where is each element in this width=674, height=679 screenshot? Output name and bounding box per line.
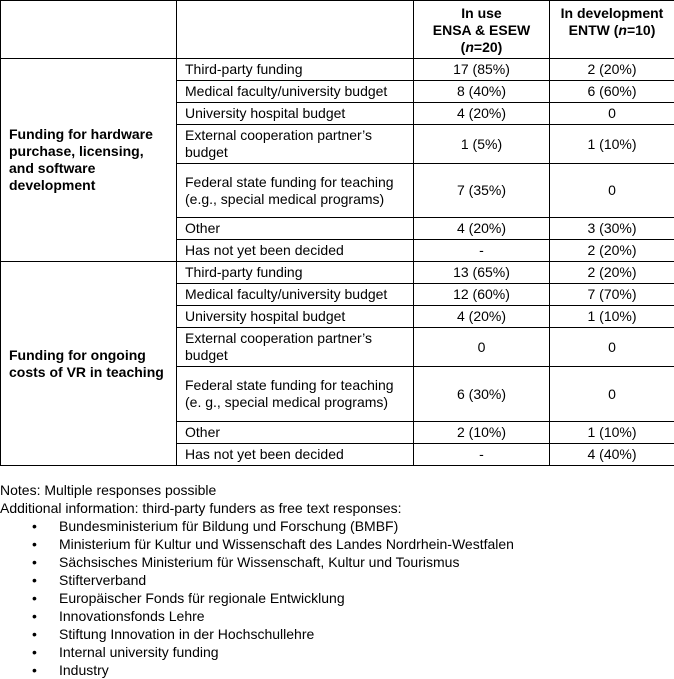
in-development-value-cell: 3 (30%) bbox=[550, 218, 674, 240]
row-label-cell: Medical faculty/university budget bbox=[177, 284, 414, 306]
in-use-value-cell: - bbox=[414, 444, 550, 466]
category-cell: Funding for ongoing costs of VR in teaching bbox=[1, 262, 177, 466]
category-cell: Funding for hardware purchase, licensing, and software development bbox=[1, 59, 177, 262]
in-use-value-cell: - bbox=[414, 240, 550, 262]
in-development-value-cell: 0 bbox=[550, 367, 674, 422]
row-label-cell: Federal state funding for teaching (e.g., special medical programs) bbox=[177, 164, 414, 218]
table-body bbox=[1, 59, 674, 466]
in-use-value-cell: 4 (20%) bbox=[414, 218, 550, 240]
row-label-cell: Third-party funding bbox=[177, 59, 414, 81]
funder-name: Sächsisches Ministerium für Wissenschaft, Kultur und Tourismus bbox=[59, 554, 460, 570]
notes-line: Notes: Multiple responses possible bbox=[0, 482, 217, 498]
header-in-use-n: (n=20) bbox=[460, 39, 503, 55]
in-use-value-cell: 2 (10%) bbox=[414, 422, 550, 444]
additional-info-line: Additional information: third-party funders as free text responses: bbox=[0, 500, 402, 516]
in-development-value-cell: 0 bbox=[550, 328, 674, 367]
bullet-icon: • bbox=[32, 572, 37, 588]
funder-name: Bundesministerium für Bildung und Forschung (BMBF) bbox=[59, 518, 399, 534]
notes-block bbox=[0, 481, 514, 679]
funder-list-item bbox=[0, 535, 514, 553]
funder-name: Innovationsfonds Lehre bbox=[59, 608, 205, 624]
row-label-cell: Has not yet been decided bbox=[177, 240, 414, 262]
in-development-value-cell: 1 (10%) bbox=[550, 422, 674, 444]
row-label-cell: Medical faculty/university budget bbox=[177, 81, 414, 103]
table-row bbox=[1, 262, 674, 284]
funder-list-item bbox=[0, 625, 514, 643]
funder-list-item bbox=[0, 661, 514, 679]
header-in-use-line1: In use bbox=[461, 5, 502, 21]
bullet-icon: • bbox=[32, 662, 37, 678]
funder-list-item bbox=[0, 607, 514, 625]
bullet-icon: • bbox=[32, 518, 37, 534]
row-label-cell: Third-party funding bbox=[177, 262, 414, 284]
funder-name: Stiftung Innovation in der Hochschullehre bbox=[59, 626, 315, 642]
in-development-value-cell: 1 (10%) bbox=[550, 306, 674, 328]
funder-list bbox=[0, 517, 514, 679]
funder-list-item bbox=[0, 589, 514, 607]
header-in-development-line1: In development bbox=[560, 5, 664, 21]
row-label-cell: External cooperation partner’s budget bbox=[177, 125, 414, 164]
table-row bbox=[1, 59, 674, 81]
header-in-use-line2: ENSA & ESEW bbox=[432, 22, 531, 38]
row-label-cell: Federal state funding for teaching (e. g., special medical programs) bbox=[177, 367, 414, 422]
header-empty-cell bbox=[1, 1, 177, 59]
row-label-cell: Other bbox=[177, 218, 414, 240]
in-use-value-cell: 12 (60%) bbox=[414, 284, 550, 306]
in-development-value-cell: 2 (20%) bbox=[550, 240, 674, 262]
funder-name: Ministerium für Kultur und Wissenschaft des Landes Nordrhein-Westfalen bbox=[59, 536, 514, 552]
in-development-value-cell: 0 bbox=[550, 103, 674, 125]
in-development-value-cell: 7 (70%) bbox=[550, 284, 674, 306]
header-in-development-line2: ENTW (n=10) bbox=[568, 22, 656, 38]
in-development-value-cell: 1 (10%) bbox=[550, 125, 674, 164]
in-development-value-cell: 6 (60%) bbox=[550, 81, 674, 103]
funder-list-item bbox=[0, 571, 514, 589]
bullet-icon: • bbox=[32, 554, 37, 570]
row-label-cell: Has not yet been decided bbox=[177, 444, 414, 466]
row-label-cell: External cooperation partner’s budget bbox=[177, 328, 414, 367]
funder-name: Industry bbox=[59, 662, 109, 678]
in-use-value-cell: 17 (85%) bbox=[414, 59, 550, 81]
in-use-value-cell: 0 bbox=[414, 328, 550, 367]
in-use-value-cell: 7 (35%) bbox=[414, 164, 550, 218]
in-use-value-cell: 13 (65%) bbox=[414, 262, 550, 284]
in-use-value-cell: 4 (20%) bbox=[414, 306, 550, 328]
bullet-icon: • bbox=[32, 644, 37, 660]
header-empty-cell bbox=[177, 1, 414, 59]
in-use-value-cell: 1 (5%) bbox=[414, 125, 550, 164]
row-label-cell: University hospital budget bbox=[177, 306, 414, 328]
header-in-use bbox=[414, 1, 550, 59]
bullet-icon: • bbox=[32, 590, 37, 606]
in-use-value-cell: 6 (30%) bbox=[414, 367, 550, 422]
in-use-value-cell: 4 (20%) bbox=[414, 103, 550, 125]
funder-name: Stifterverband bbox=[59, 572, 147, 588]
funder-list-item bbox=[0, 517, 514, 535]
funder-list-item bbox=[0, 553, 514, 571]
in-development-value-cell: 4 (40%) bbox=[550, 444, 674, 466]
bullet-icon: • bbox=[32, 608, 37, 624]
row-label-cell: University hospital budget bbox=[177, 103, 414, 125]
in-development-value-cell: 2 (20%) bbox=[550, 59, 674, 81]
in-development-value-cell: 0 bbox=[550, 164, 674, 218]
row-label-cell: Other bbox=[177, 422, 414, 444]
funder-list-item bbox=[0, 643, 514, 661]
bullet-icon: • bbox=[32, 626, 37, 642]
in-use-value-cell: 8 (40%) bbox=[414, 81, 550, 103]
funder-name: Europäischer Fonds für regionale Entwicklung bbox=[59, 590, 345, 606]
table-header-row bbox=[1, 1, 674, 59]
header-in-development bbox=[550, 1, 674, 59]
in-development-value-cell: 2 (20%) bbox=[550, 262, 674, 284]
bullet-icon: • bbox=[32, 536, 37, 552]
funder-name: Internal university funding bbox=[59, 644, 219, 660]
